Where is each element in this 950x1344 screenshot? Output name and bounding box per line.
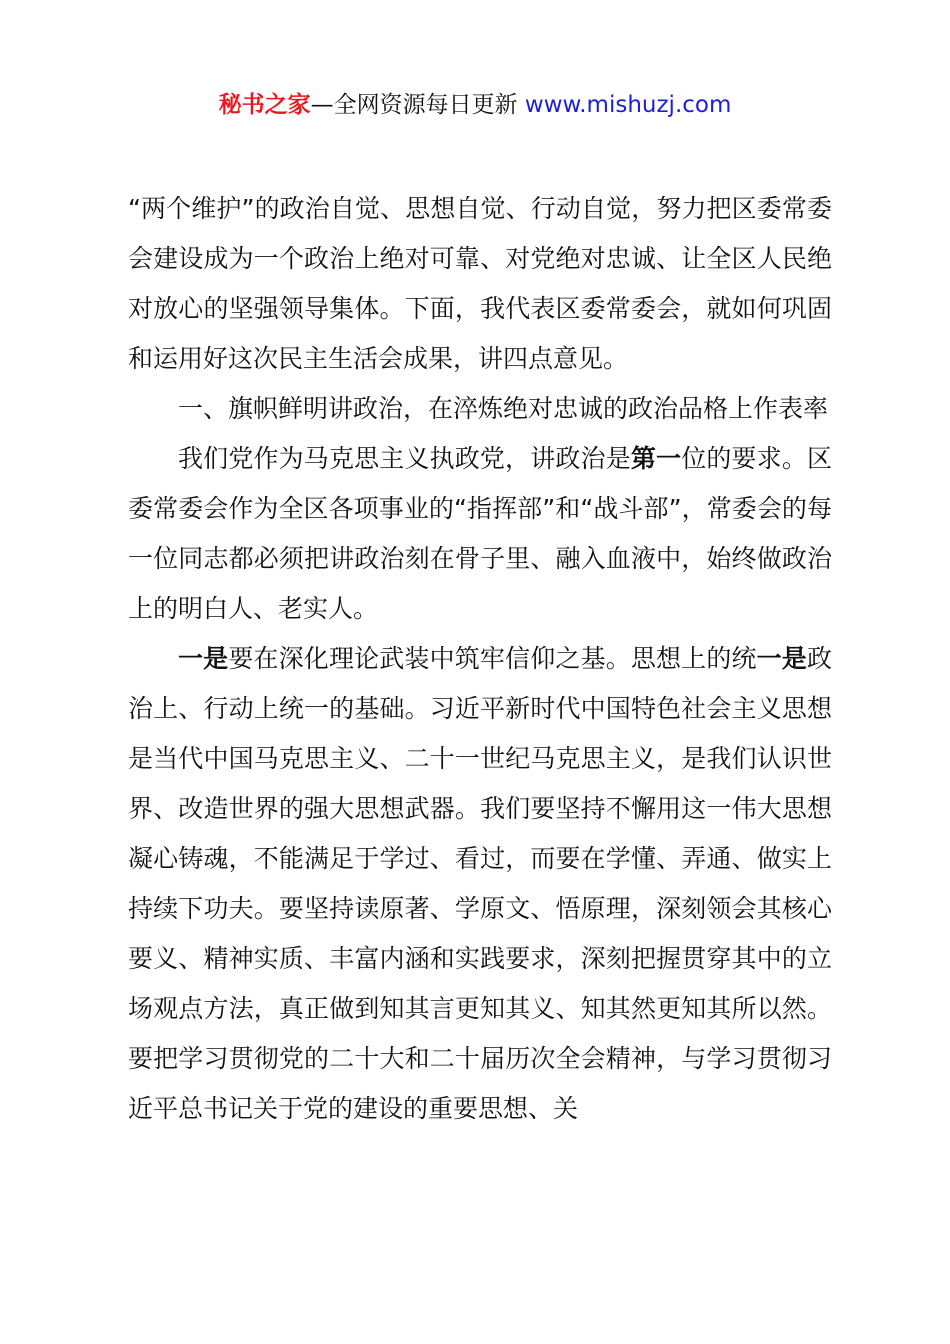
paragraph xyxy=(128,634,832,1134)
page-header xyxy=(0,88,950,122)
paragraph-text-part: 要在深化理论武装中筑牢信仰之基。思想上的统 xyxy=(228,644,757,673)
brand-name: 秘书之家 xyxy=(218,92,311,118)
section-heading xyxy=(128,384,832,434)
bold-text: 一是 xyxy=(756,644,807,673)
point-lead: 一是 xyxy=(178,644,229,673)
bold-text: 第一 xyxy=(630,444,682,473)
paragraph xyxy=(128,434,832,634)
paragraph-text-part: 我们党作为马克思主义执政党，讲政治是 xyxy=(178,444,631,473)
section-heading-text: 一、旗帜鲜明讲政治，在淬炼绝对忠诚的政治品格上作表率 xyxy=(178,394,829,423)
document-body xyxy=(128,184,832,1134)
site-link[interactable]: www.mishuzj.com xyxy=(524,92,732,118)
paragraph-text-part: 政治上、行动上统一的基础。习近平新时代中国特色社会主义思想是当代中国马克思主义、二十一世纪马克思主义，是我们认识世界、改造世界的强大思想武器。我们要坚持不懈用这一伟大思想凝心铸魂，不能满足于学过、看过，而要在学懂、弄通、做实上持续下功夫。要坚持读原著、学原文、悟原理，深刻领会其核心要义、精神实质、丰富内涵和实践要求，深刻把握贯穿其中的立场观点方法，真正做到知其言更知其义、知其然更知其所以然。要把学习贯彻党的二十大和二十届历次全会精神，与学习贯彻习近平总书记关于党的建设的重要思想、关 xyxy=(128,644,832,1123)
header-tagline: —全网资源每日更新 xyxy=(310,92,525,118)
paragraph-continuation xyxy=(128,184,832,384)
paragraph-text: “两个维护”的政治自觉、思想自觉、行动自觉，努力把区委常委会建设成为一个政治上绝对可靠、对党绝对忠诚、让全区人民绝对放心的坚强领导集体。下面，我代表区委常委会，就如何巩固和运用好这次民主生活会成果，讲四点意见。 xyxy=(128,194,832,373)
paragraph-text-part: 位的要求。区委常委会作为全区各项事业的“指挥部”和“战斗部”，常委会的每一位同志都必须把讲政治刻在骨子里、融入血液中，始终做政治上的明白人、老实人。 xyxy=(128,444,832,623)
